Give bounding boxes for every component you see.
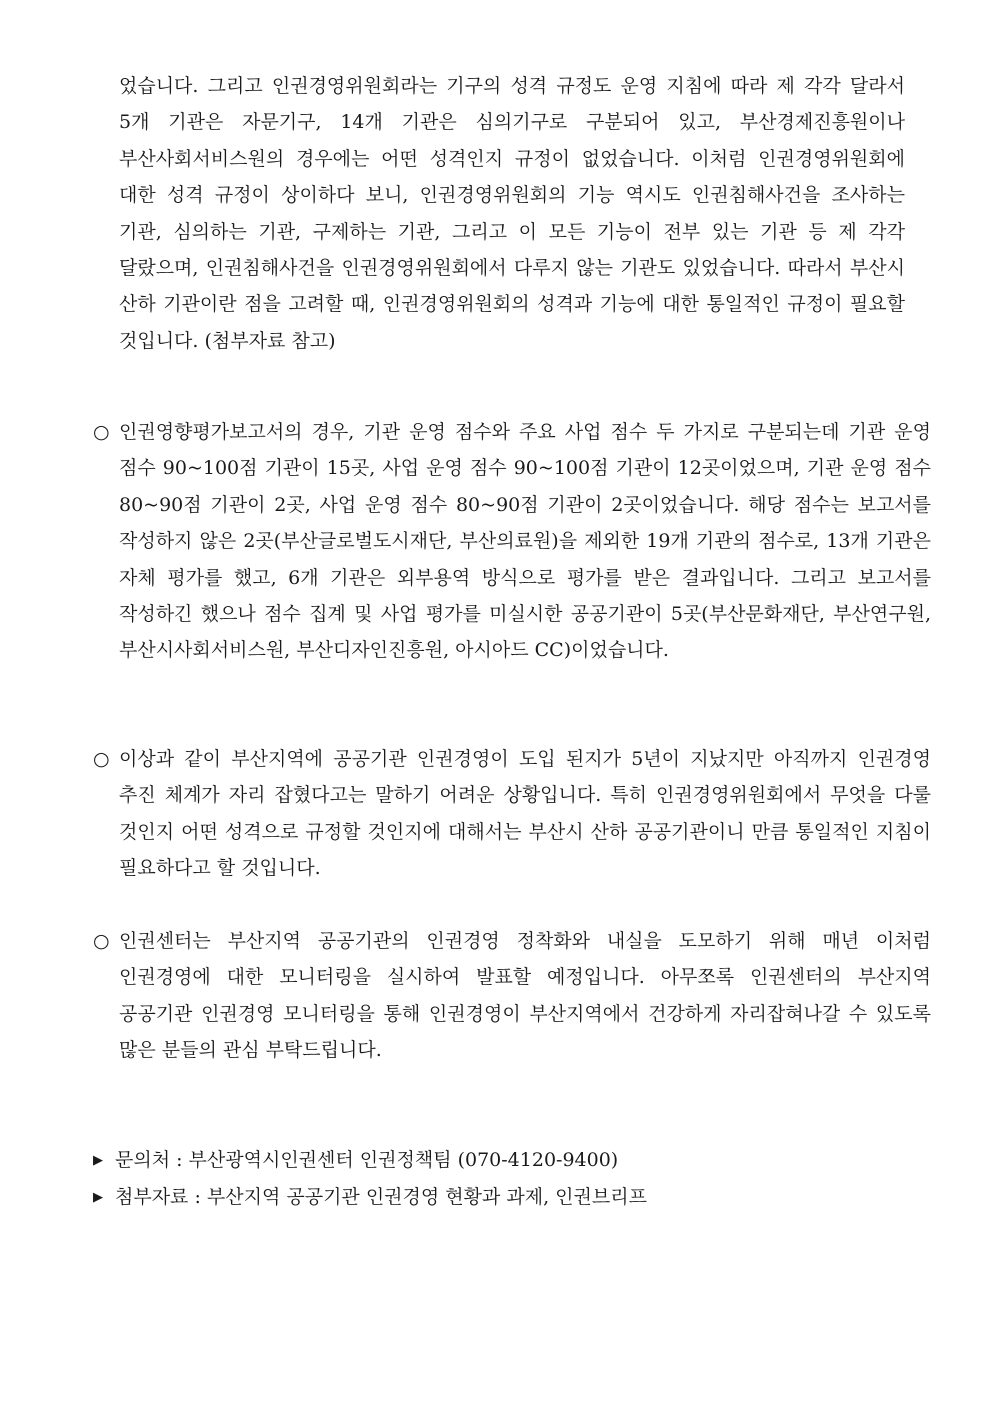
paragraph-summary (93, 741, 931, 887)
reference-separator: : (170, 1149, 189, 1171)
paragraph-monitoring-plan (93, 923, 931, 1069)
reference-label: 문의처 (115, 1149, 171, 1171)
reference-contact (93, 1142, 905, 1179)
reference-separator: : (188, 1186, 207, 1209)
bullet-circle-icon: ○ (93, 748, 110, 770)
bullet-circle-icon: ○ (93, 421, 110, 443)
paragraph-impact-assessment (93, 414, 931, 669)
paragraph-text: 인권영향평가보고서의 경우, 기관 운영 점수와 주요 사업 점수 두 가지로 구분되는데 기관 운영 점수 90~100점 기관이 15곳, 사업 운영 점수 90~100점 기관이 12곳이었으며, 기관 운영 점수 80~90점 기관이 2곳, 사업 운영 점수 80~90점 기관이 2곳이었습니다. 해당 점수는 보고서를 작성하지 않은 2곳(부산글로벌도시재단, 부산의료원)을 제외한 19개 기관의 점수로, 13개 기관은 자체 평가를 했고, 6개 기관은 외부용역 방식으로 평가를 받은 결과입니다. 그리고 보고서를 작성하긴 했으나 점수 집계 및 사업 평가를 미실시한 공공기관이 5곳(부산문화재단, 부산연구원, 부산시사회서비스원, 부산디자인진흥원, 아시아드 CC)이었습니다. (119, 421, 931, 662)
triangle-right-icon: ▶ (93, 1190, 103, 1206)
bullet-circle-icon: ○ (93, 930, 110, 952)
paragraph-text: 인권센터는 부산지역 공공기관의 인권경영 정착화와 내실을 도모하기 위해 매년 이처럼 인권경영에 대한 모니터링을 실시하여 발표할 예정입니다. 아무쪼록 인권센터의 부산지역 공공기관 인권경영 모니터링을 통해 인권경영이 부산지역에서 건강하게 자리잡혀나갈 수 있도록 많은 분들의 관심 부탁드립니다. (119, 930, 931, 1062)
paragraph-committee-status (119, 68, 905, 359)
reference-value: 부산광역시인권센터 인권정책팀 (070-4120-9400) (188, 1149, 619, 1171)
reference-value: 부산지역 공공기관 인권경영 현황과 과제, 인권브리프 (206, 1186, 647, 1209)
reference-attachment (93, 1179, 905, 1216)
paragraph-text: 이상과 같이 부산지역에 공공기관 인권경영이 도입 된지가 5년이 지났지만 아직까지 인권경영 추진 체계가 자리 잡혔다고는 말하기 어려운 상황입니다. 특히 인권경영위원회에서 무엇을 다룰 것인지 어떤 성격으로 규정할 것인지에 대해서는 부산시 산하 공공기관이니 만큼 통일적인 지침이 필요하다고 할 것입니다. (119, 748, 931, 880)
reference-label: 첨부자료 (115, 1186, 189, 1209)
reference-list (93, 1142, 905, 1217)
triangle-right-icon: ▶ (93, 1153, 103, 1168)
paragraph-text: 었습니다. 그리고 인권경영위원회라는 기구의 성격 규정도 운영 지침에 따라 제 각각 달라서 5개 기관은 자문기구, 14개 기관은 심의기구로 구분되어 있고, 부산경제진흥원이나 부산사회서비스원의 경우에는 어떤 성격인지 규정이 없었습니다. 이처럼 인권경영위원회에 대한 성격 규정이 상이하다 보니, 인권경영위원회의 기능 역시도 인권침해사건을 조사하는 기관, 심의하는 기관, 구제하는 기관, 그리고 이 모든 기능이 전부 있는 기관 등 제 각각 달랐으며, 인권침해사건을 인권경영위원회에서 다루지 않는 기관도 있었습니다. 따라서 부산시 산하 기관이란 점을 고려할 때, 인권경영위원회의 성격과 기능에 대한 통일적인 규정이 필요할 것입니다. (첨부자료 참고) (119, 75, 905, 352)
